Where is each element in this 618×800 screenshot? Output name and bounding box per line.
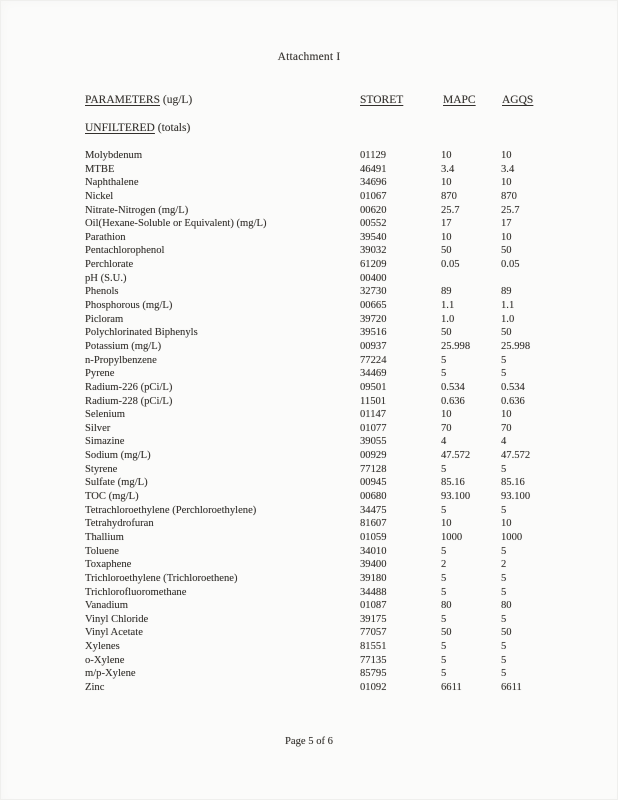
storet-code: 77128 <box>360 463 387 475</box>
parameter-name: Styrene <box>85 463 118 475</box>
storet-code: 39175 <box>360 613 387 625</box>
mapc-value: 1.1 <box>441 300 455 312</box>
table-row <box>85 326 618 340</box>
mapc-value: 1.0 <box>441 313 455 325</box>
storet-code: 01087 <box>360 600 387 612</box>
table-row <box>85 667 618 681</box>
parameter-name: Perchlorate <box>85 259 134 271</box>
storet-code: 39540 <box>360 231 387 243</box>
storet-code: 09501 <box>360 381 387 393</box>
agqs-value: 5 <box>501 354 507 366</box>
storet-code: 00400 <box>360 272 387 284</box>
table-row <box>85 626 618 640</box>
table-row <box>85 285 618 299</box>
agqs-value: 4 <box>501 436 507 448</box>
table-row <box>85 204 618 218</box>
mapc-value: 10 <box>441 231 452 243</box>
mapc-value: 93.100 <box>441 491 471 503</box>
storet-code: 39032 <box>360 245 387 257</box>
agqs-value: 70 <box>501 422 512 434</box>
parameter-name: Nitrate-Nitrogen (mg/L) <box>85 204 189 216</box>
parameter-name: Oil(Hexane-Soluble or Equivalent) (mg/L) <box>85 218 267 230</box>
mapc-value: 5 <box>441 463 447 475</box>
storet-code: 39055 <box>360 436 387 448</box>
table-row <box>85 408 618 422</box>
parameter-name: Nickel <box>85 190 114 202</box>
parameter-name: MTBE <box>85 163 115 175</box>
mapc-value: 6611 <box>441 681 462 693</box>
storet-code: 01092 <box>360 681 387 693</box>
table-row <box>85 449 618 463</box>
table-row <box>85 504 618 518</box>
table-rows <box>85 149 618 695</box>
table-row <box>85 435 618 449</box>
agqs-value: 10 <box>501 518 512 530</box>
mapc-value: 17 <box>441 218 452 230</box>
storet-code: 77057 <box>360 627 387 639</box>
agqs-value: 1000 <box>501 531 523 543</box>
agqs-value: 5 <box>501 368 507 380</box>
mapc-value: 3.4 <box>441 163 455 175</box>
storet-code: 34488 <box>360 586 387 598</box>
section-unfiltered <box>85 122 190 134</box>
storet-code: 01147 <box>360 409 387 421</box>
parameter-name: Tetrachloroethylene (Perchloroethylene) <box>85 504 257 516</box>
parameter-name: Silver <box>85 422 111 434</box>
storet-code: 00937 <box>360 340 387 352</box>
table-row <box>85 354 618 368</box>
table-row <box>85 422 618 436</box>
agqs-value: 5 <box>501 613 507 625</box>
storet-code: 81551 <box>360 641 387 653</box>
table-row <box>85 313 618 327</box>
agqs-value: 50 <box>501 245 512 257</box>
agqs-value: 5 <box>501 641 507 653</box>
storet-code: 77224 <box>360 354 387 366</box>
agqs-value: 5 <box>501 654 507 666</box>
parameter-name: Radium-228 (pCi/L) <box>85 395 173 407</box>
mapc-value: 50 <box>441 245 452 257</box>
agqs-value: 10 <box>501 409 512 421</box>
table-row <box>85 176 618 190</box>
mapc-value: 870 <box>441 190 457 202</box>
mapc-value: 5 <box>441 654 447 666</box>
agqs-value: 0.636 <box>501 395 525 407</box>
table-row <box>85 640 618 654</box>
page-title: Attachment I <box>277 51 341 63</box>
parameter-name: Tetrahydrofuran <box>85 518 154 530</box>
agqs-value: 0.534 <box>501 381 525 393</box>
agqs-value: 5 <box>501 463 507 475</box>
section-unfiltered-label: UNFILTERED <box>85 122 155 134</box>
storet-code: 00552 <box>360 218 387 230</box>
table-row <box>85 545 618 559</box>
header-parameters-label: PARAMETERS <box>85 94 160 106</box>
parameter-name: Sulfate (mg/L) <box>85 477 148 489</box>
agqs-value: 5 <box>501 668 507 680</box>
table-header-row <box>85 94 618 109</box>
mapc-value: 2 <box>441 559 447 571</box>
mapc-value: 5 <box>441 668 447 680</box>
table-row <box>85 395 618 409</box>
mapc-value: 5 <box>441 504 447 516</box>
parameter-name: Toxaphene <box>85 559 132 571</box>
table-row <box>85 299 618 313</box>
agqs-value: 17 <box>501 218 512 230</box>
parameter-name: o-Xylene <box>85 654 125 666</box>
storet-code: 34475 <box>360 504 387 516</box>
parameter-name: Molybdenum <box>85 150 143 161</box>
mapc-value: 0.534 <box>441 381 465 393</box>
storet-code: 46491 <box>360 163 387 175</box>
agqs-value: 5 <box>501 504 507 516</box>
agqs-value: 85.16 <box>501 477 525 489</box>
agqs-value: 870 <box>501 190 517 202</box>
agqs-value: 5 <box>501 586 507 598</box>
storet-code: 32730 <box>360 286 387 298</box>
parameter-name: Thallium <box>85 531 124 543</box>
storet-code: 39180 <box>360 572 387 584</box>
agqs-value: 0.05 <box>501 259 520 271</box>
header-mapc: MAPC <box>443 94 476 106</box>
storet-code: 01059 <box>360 531 387 543</box>
agqs-value: 47.572 <box>501 450 531 462</box>
mapc-value: 89 <box>441 286 452 298</box>
table-row <box>85 190 618 204</box>
table-row <box>85 367 618 381</box>
parameter-name: Trichlorofluoromethane <box>85 586 187 598</box>
mapc-value: 0.636 <box>441 395 465 407</box>
agqs-value: 1.1 <box>501 300 515 312</box>
mapc-value: 5 <box>441 354 447 366</box>
storet-code: 01129 <box>360 150 387 161</box>
mapc-value: 5 <box>441 545 447 557</box>
header-storet: STORET <box>360 94 404 106</box>
table-row <box>85 381 618 395</box>
parameter-name: Parathion <box>85 231 126 243</box>
table-row <box>85 558 618 572</box>
agqs-value: 10 <box>501 231 512 243</box>
parameter-name: Potassium (mg/L) <box>85 340 162 352</box>
mapc-value: 5 <box>441 613 447 625</box>
parameter-name: Pentachlorophenol <box>85 245 165 257</box>
agqs-value: 50 <box>501 327 512 339</box>
mapc-value: 5 <box>441 641 447 653</box>
parameter-name: Vanadium <box>85 600 128 612</box>
parameter-name: Naphthalene <box>85 177 139 189</box>
agqs-value: 80 <box>501 600 512 612</box>
parameter-name: Polychlorinated Biphenyls <box>85 327 198 339</box>
mapc-value: 5 <box>441 368 447 380</box>
mapc-value: 1000 <box>441 531 463 543</box>
parameter-name: Toluene <box>85 545 119 557</box>
table-row <box>85 599 618 613</box>
mapc-value: 10 <box>441 409 452 421</box>
storet-code: 00945 <box>360 477 387 489</box>
agqs-value: 89 <box>501 286 512 298</box>
storet-code: 01067 <box>360 190 387 202</box>
storet-code: 39516 <box>360 327 387 339</box>
storet-code: 00680 <box>360 491 387 503</box>
storet-code: 00620 <box>360 204 387 216</box>
storet-code: 00929 <box>360 450 387 462</box>
parameter-name: Trichloroethylene (Trichloroethene) <box>85 572 238 584</box>
table-row <box>85 531 618 545</box>
parameter-name: Vinyl Chloride <box>85 613 149 625</box>
mapc-value: 50 <box>441 627 452 639</box>
storet-code: 11501 <box>360 395 387 407</box>
mapc-value: 85.16 <box>441 477 465 489</box>
mapc-value: 5 <box>441 572 447 584</box>
mapc-value: 10 <box>441 150 452 161</box>
agqs-value: 5 <box>501 545 507 557</box>
header-agqs: AGQS <box>502 94 534 106</box>
parameter-name: Sodium (mg/L) <box>85 450 151 462</box>
agqs-value: 25.998 <box>501 340 531 352</box>
table-row <box>85 654 618 668</box>
table-row <box>85 244 618 258</box>
table-row <box>85 217 618 231</box>
storet-code: 39400 <box>360 559 387 571</box>
storet-code: 00665 <box>360 300 387 312</box>
storet-code: 01077 <box>360 422 387 434</box>
table-row <box>85 681 618 695</box>
storet-code: 34010 <box>360 545 387 557</box>
mapc-value: 0.05 <box>441 259 460 271</box>
agqs-value: 25.7 <box>501 204 520 216</box>
parameter-name: Xylenes <box>85 641 120 653</box>
parameter-name: Selenium <box>85 409 126 421</box>
parameter-name: Zinc <box>85 681 105 693</box>
parameter-name: Vinyl Acetate <box>85 627 143 639</box>
mapc-value: 5 <box>441 586 447 598</box>
agqs-value: 3.4 <box>501 163 515 175</box>
storet-code: 39720 <box>360 313 387 325</box>
mapc-value: 80 <box>441 600 452 612</box>
mapc-value: 70 <box>441 422 452 434</box>
table-row <box>85 490 618 504</box>
agqs-value: 93.100 <box>501 491 531 503</box>
agqs-value: 50 <box>501 627 512 639</box>
mapc-value: 47.572 <box>441 450 471 462</box>
table-row <box>85 476 618 490</box>
storet-code: 34696 <box>360 177 387 189</box>
table-row <box>85 572 618 586</box>
agqs-value: 2 <box>501 559 507 571</box>
mapc-value: 10 <box>441 518 452 530</box>
table-row <box>85 149 618 163</box>
agqs-value: 5 <box>501 572 507 584</box>
agqs-value: 6611 <box>501 681 522 693</box>
storet-code: 81607 <box>360 518 387 530</box>
storet-code: 77135 <box>360 654 387 666</box>
agqs-value: 1.0 <box>501 313 515 325</box>
parameter-name: n-Propylbenzene <box>85 354 157 366</box>
table-row <box>85 463 618 477</box>
section-unfiltered-suffix: (totals) <box>154 122 191 134</box>
mapc-value: 10 <box>441 177 452 189</box>
parameter-name: Phenols <box>85 286 119 298</box>
table-row <box>85 163 618 177</box>
page-number: Page 5 of 6 <box>285 736 333 747</box>
header-parameters-unit: (ug/L) <box>160 94 193 106</box>
table-row <box>85 517 618 531</box>
table-row <box>85 586 618 600</box>
parameter-name: m/p-Xylene <box>85 668 136 680</box>
storet-code: 34469 <box>360 368 387 380</box>
parameter-name: Phosphorous (mg/L) <box>85 300 173 312</box>
mapc-value: 25.998 <box>441 340 471 352</box>
parameter-name: Radium-226 (pCi/L) <box>85 381 173 393</box>
parameter-name: Picloram <box>85 313 124 325</box>
storet-code: 85795 <box>360 668 387 680</box>
table-row <box>85 258 618 272</box>
parameter-name: Pyrene <box>85 368 115 380</box>
table-row <box>85 613 618 627</box>
parameter-name: pH (S.U.) <box>85 272 127 284</box>
mapc-value: 50 <box>441 327 452 339</box>
agqs-value: 10 <box>501 177 512 189</box>
parameter-name: Simazine <box>85 436 125 448</box>
header-parameters <box>85 94 192 106</box>
mapc-value: 25.7 <box>441 204 460 216</box>
agqs-value: 10 <box>501 150 512 161</box>
parameter-name: TOC (mg/L) <box>85 491 139 503</box>
mapc-value: 4 <box>441 436 447 448</box>
table-row <box>85 231 618 245</box>
storet-code: 61209 <box>360 259 387 271</box>
table-row <box>85 272 618 286</box>
table-row <box>85 340 618 354</box>
